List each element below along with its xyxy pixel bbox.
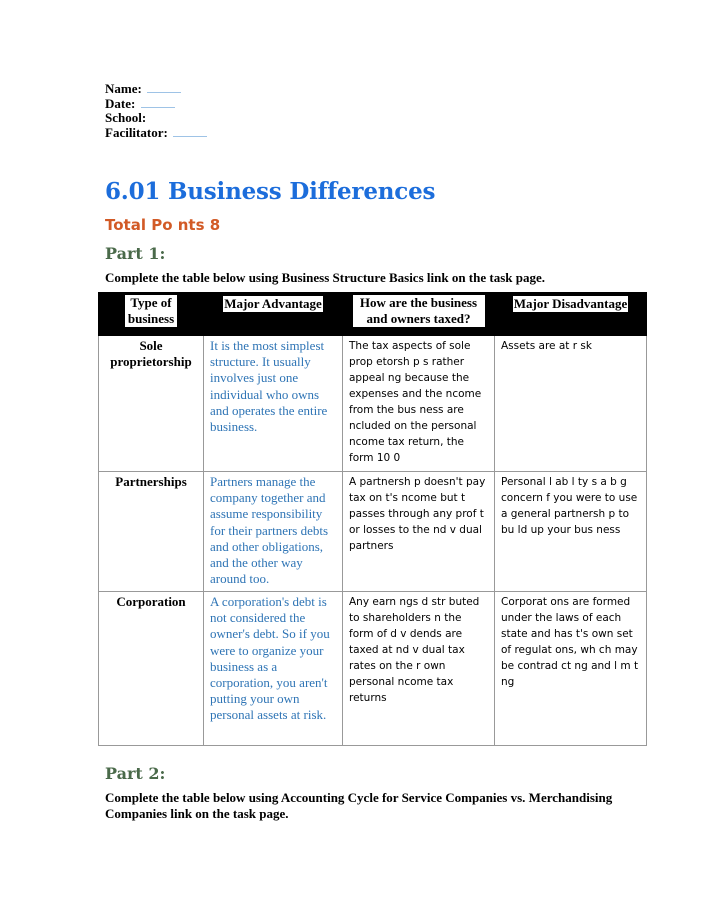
header-taxed (343, 293, 495, 336)
date-line (105, 97, 207, 112)
row-partnership-type: Partnerships (99, 472, 204, 592)
row-sole-advantage[interactable]: It is the most simplest structure. It usually involves just one individual who owns and operates the entire business. (204, 336, 343, 472)
row-sole-disadvantage[interactable]: Assets are at r sk (495, 336, 647, 472)
facilitator-blank[interactable] (173, 127, 207, 137)
part1-instructions: Complete the table below using Business Structure Basics link on the task page. (105, 270, 545, 285)
header-advantage (204, 293, 343, 336)
table-row (99, 336, 647, 472)
student-info (105, 82, 207, 140)
date-label: Date: (105, 95, 136, 111)
header-disadvantage-label: Major Disadvantage (513, 296, 628, 311)
name-line (105, 82, 207, 97)
header-disadvantage (495, 293, 647, 336)
row-corporation-disadvantage[interactable]: Corporat ons are formed under the laws of each state and has t's own set of regulat ons, wh ch may be contrad ct ng and l m t ng (495, 592, 647, 746)
header-advantage-label: Major Advantage (224, 296, 322, 311)
facilitator-line (105, 126, 207, 141)
business-structure-table (98, 292, 647, 746)
header-type (99, 293, 204, 336)
row-partnership-taxed[interactable]: A partnersh p doesn't pay tax on t's ncome but t passes through any prof t or losses to the nd v dual partners (343, 472, 495, 592)
row-sole-type: Sole proprietorship (99, 336, 204, 472)
name-label: Name: (105, 81, 142, 96)
header-type-label: Type of business (125, 295, 177, 327)
header-taxed-label: How are the business and owners taxed? (353, 295, 485, 327)
row-corporation-type: Corporation (99, 592, 204, 746)
part1-heading: Part 1: (105, 244, 166, 263)
part2-instructions: Complete the table below using Accounting Cycle for Service Companies vs. Merchandising Companies link on the task page. (105, 790, 613, 821)
document-title: 6.01 Business Differences (105, 178, 436, 205)
name-blank[interactable] (147, 83, 181, 93)
row-sole-taxed[interactable]: The tax aspects of sole prop etorsh p s rather appeal ng because the expenses and the ncome from the bus ness are ncluded on the personal ncome tax return, the form 10 0 (343, 336, 495, 472)
row-corporation-taxed[interactable]: Any earn ngs d str buted to shareholders n the form of d v dends are taxed at nd v dual tax rates on the r own personal ncome tax returns (343, 592, 495, 746)
total-points: Total Po nts 8 (105, 216, 221, 234)
part2-heading: Part 2: (105, 764, 166, 783)
row-partnership-disadvantage[interactable]: Personal l ab l ty s a b g concern f you were to use a general partnersh p to bu ld up your bus ness (495, 472, 647, 592)
table-header-row (99, 293, 647, 336)
date-blank[interactable] (141, 98, 175, 108)
school-label: School: (105, 110, 147, 125)
table-row (99, 472, 647, 592)
row-corporation-advantage[interactable]: A corporation's debt is not considered the owner's debt. So if you were to organize your business as a corporation, you aren't putting your own personal assets at risk. (204, 592, 343, 746)
facilitator-label: Facilitator: (105, 124, 168, 140)
school-line (105, 111, 207, 126)
row-partnership-advantage[interactable]: Partners manage the company together and assume responsibility for their partners debts and other obligations, and the other way around too. (204, 472, 343, 592)
table-row (99, 592, 647, 746)
